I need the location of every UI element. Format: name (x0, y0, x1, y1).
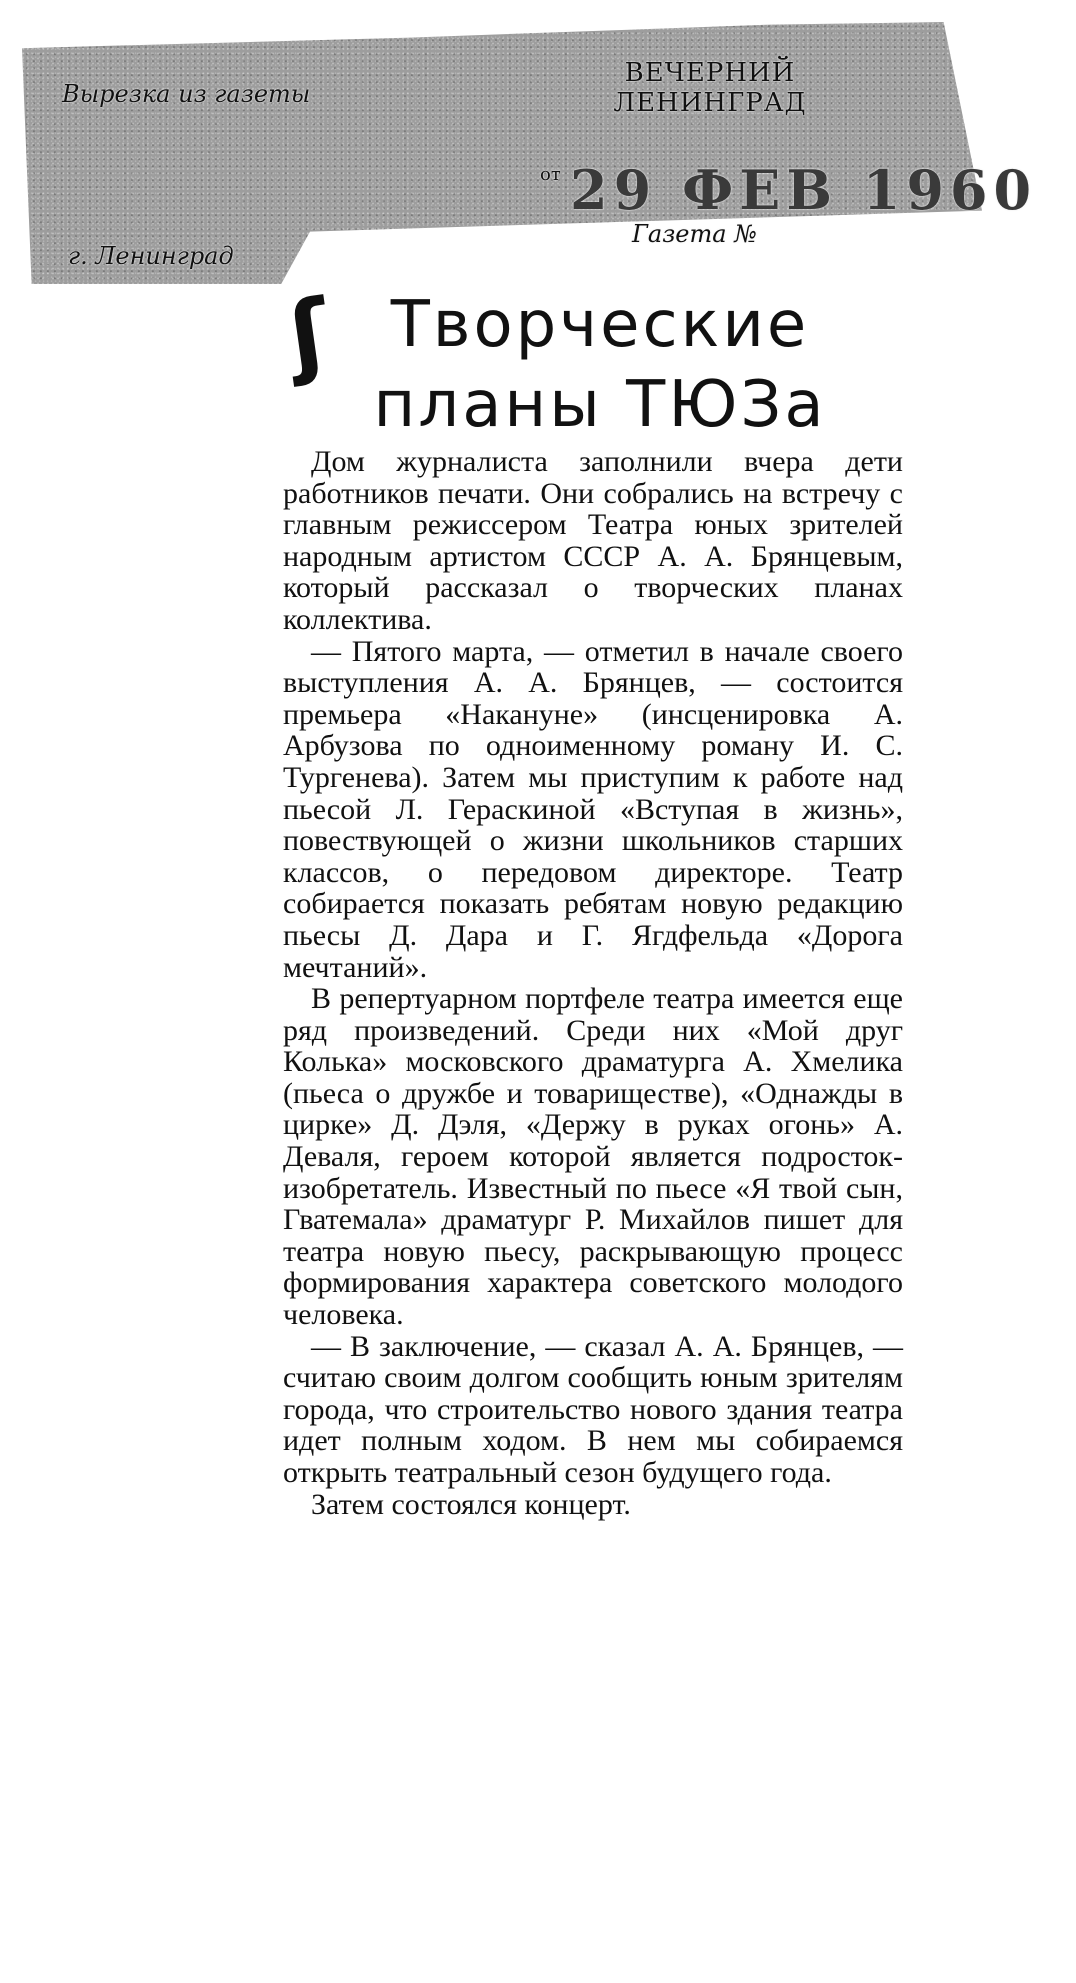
article-body (283, 446, 903, 1520)
newspaper-name: ВЕЧЕРНИЙ ЛЕНИНГРАД (613, 58, 807, 118)
date-stamp: 29 ФЕВ 1960 (570, 158, 1038, 222)
article-paragraph: Дом журналиста заполнили вчера дети работников печати. Они собрались на встречу с главным режиссером Театра юных зрителей народным артистом СССР А. А. Брянцевым, который рассказал о творческих планах коллектива. (283, 445, 903, 636)
article-paragraph: — В заключение, — сказал А. А. Брянцев, — считаю своим долгом сообщить юным зрителям города, что строительство нового здания театра идет полным ходом. В нем мы собираемся открыть театральный сезон будущего года. (283, 1329, 903, 1489)
clipping-label: Вырезка из газеты (62, 80, 311, 108)
article-paragraph: В репертуарном портфеле театра имеется еще ряд произведений. Среди них «Мой друг Колька» московского драматурга А. Хмелика (пьеса о дружбе и товариществе), «Однажды в цирке» Д. Дэля, «Держу в руках огонь» А. Деваля, героем которой является подросток-изобретатель. Известный по пьесе «Я твой сын, Гватемала» драматург Р. Михайлов пишет для театра новую пьесу, раскрывающую процесс формирования характера советского молодого человека. (283, 982, 903, 1332)
city-label: г. Ленинград (68, 242, 234, 270)
date-from-label: от (540, 164, 561, 185)
article-paragraph: — Пятого марта, — отметил в начале своего выступления А. А. Брянцев, — состоится премьера «Накануне» (инсценировка А. Арбузова по одноименному роману И. С. Тургенева). Затем мы приступим к работе над пьесой Л. Гераскиной «Вступая в жизнь», повествующей о жизни школьников старших классов, о передовом директоре. Театр собирается показать ребятам новую редакцию пьесы Д. Дара и Г. Ягдфельда «Дорога мечтаний». (283, 634, 903, 984)
article-title: Творческие планы ТЮЗа (373, 288, 827, 442)
handwritten-mark: ʃ (282, 279, 335, 390)
gazette-number-label: Газета № (632, 220, 757, 248)
article-paragraph: Затем состоялся концерт. (311, 1487, 631, 1521)
